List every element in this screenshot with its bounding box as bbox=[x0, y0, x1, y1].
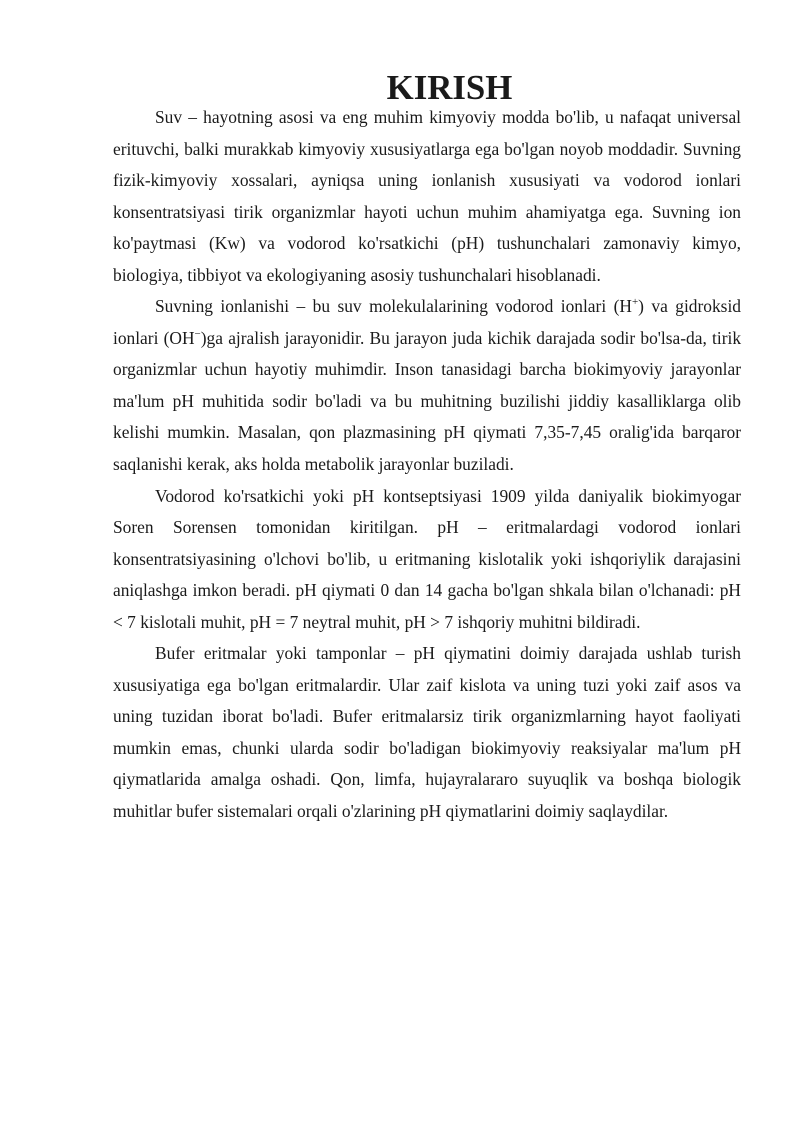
paragraph-4: Bufer eritmalar yoki tamponlar – pH qiymatini doimiy darajada ushlab turish xususiyatiga ega bo'lgan eritmalardir. Ular zaif kislota va uning tuzi yoki zaif asos va uning tuzidan iborat bo'ladi. Bufer eritmalarsiz tirik organizmlarning hayot faoliyati mumkin emas, chunki ularda sodir bo'ladigan biokimyoviy reaksiyalar ma'lum pH qiymatlarida amalga oshadi. Qon, limfa, hujayralararo suyuqlik va boshqa biologik muhitlar bufer sistemalari orqali o'zlarining pH qiymatlarini doimiy saqlaydilar. bbox=[113, 643, 741, 822]
paragraph-2-part-3: )ga ajralish jarayonidir. Bu jarayon juda kichik darajada sodir bo'lsa-da, tirik organizmlar uchun hayotiy muhimdir. Inson tanasidagi barcha biokimyoviy jarayonlar ma'lum pH muhitida sodir bo'ladi va bu muhitning buzilishi jiddiy kasalliklarga olib kelishi mumkin. Masalan, qon plazmasining pH qiymati 7,35-7,45 oralig'ida barqaror saqlanishi kerak, aks holda metabolik jarayonlar buziladi. bbox=[113, 327, 742, 475]
hydroxide-ion-charge: − bbox=[194, 328, 201, 341]
paragraph-1: Suv – hayotning asosi va eng muhim kimyoviy modda bo'lib, u nafaqat universal erituvchi, balki murakkab kimyoviy xususiyatlarga ega bo'lgan noyob moddadir. Suvning fizik-kimyoviy xossalari, ayniqsa uning ionlanish xususiyati va vodorod ionlari konsentratsiyasi tirik organizmlar hayoti uchun muhim ahamiyatga ega. Suvning ion ko'paytmasi (Kw) va vodorod ko'rsatkichi (pH) tushunchalari zamonaviy kimyo, biologiya, tibbiyot va ekologiyaning asosiy tushunchalari hisoblanadi. bbox=[113, 107, 741, 285]
paragraph-3: Vodorod ko'rsatkichi yoki pH kontseptsiyasi 1909 yilda daniyalik biokimyogar Soren Sorensen tomonidan kiritilgan. pH – eritmalardagi vodorod ionlari konsentratsiyasining o'lchovi bo'lib, u eritmaning kislotalik yoki ishqoriylik darajasini aniqlashga imkon beradi. pH qiymati 0 dan 14 gacha bo'lgan shkala bilan o'lchanadi: pH < 7 kislotali muhit, pH = 7 neytral muhit, pH > 7 ishqoriy muhitni bildiradi. bbox=[113, 485, 741, 632]
hydrogen-ion-charge: + bbox=[631, 296, 639, 309]
document-body bbox=[113, 68, 742, 828]
paragraph-2 bbox=[113, 291, 741, 480]
page-title: KIRISH bbox=[386, 68, 513, 107]
paragraph-2-part-1: Suvning ionlanishi – bu suv molekulalarining vodorod ionlari (H bbox=[155, 296, 632, 317]
paragraph-2-part-2: ) va gidroksid ionlari (OH bbox=[113, 296, 741, 348]
